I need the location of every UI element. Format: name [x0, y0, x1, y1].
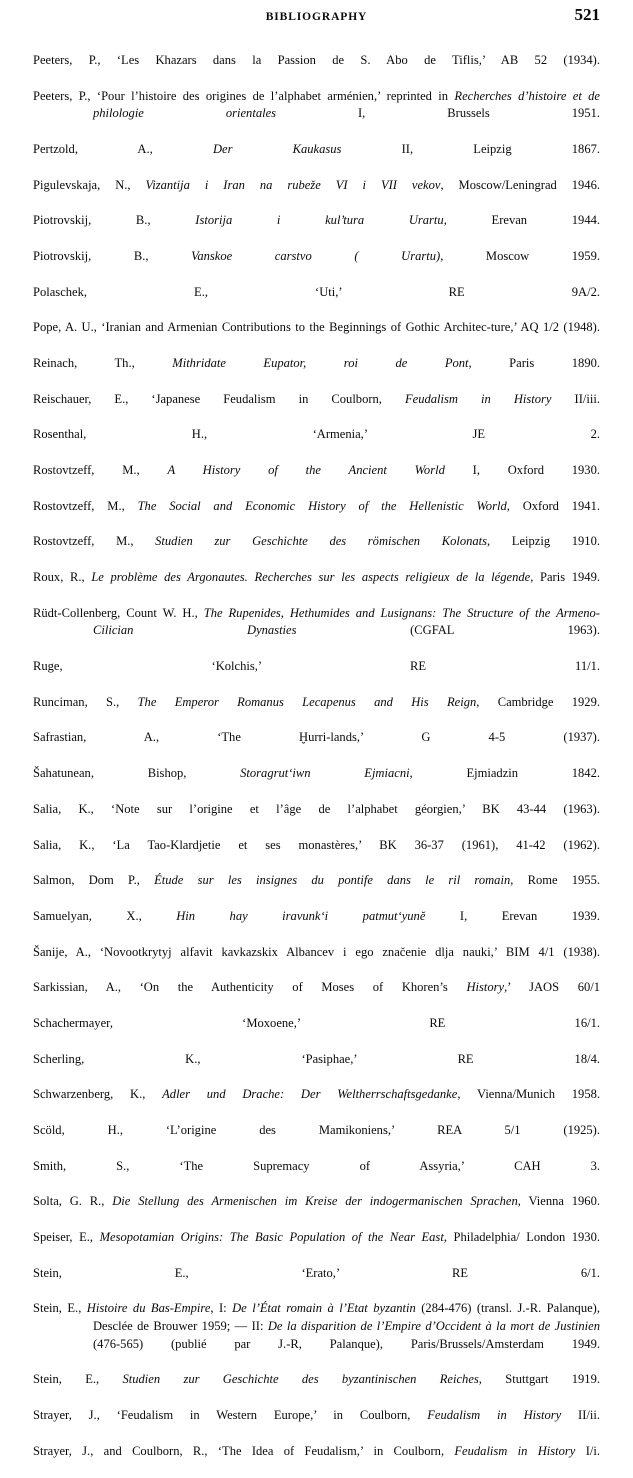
- bibliography-entry: [33, 837, 600, 872]
- bibliography-entry: [33, 801, 600, 836]
- bibliography-entry: [33, 605, 600, 658]
- entry-text: Scherling, K., ‘Pasiphae,’ RE 18/4.: [33, 1051, 600, 1066]
- entry-text: , Leipzig 1910.: [487, 534, 600, 549]
- bibliography-entry: [33, 658, 600, 693]
- entry-text: Roux, R.,: [33, 570, 92, 585]
- bibliography-entry: [33, 1229, 600, 1264]
- bibliography-entry: [33, 1015, 600, 1050]
- entry-title-italic: Storagrutʻiwn Ejmiacni: [240, 766, 410, 781]
- bibliography-entry: [33, 462, 600, 497]
- entry-text: Pigulevskaja, N.,: [33, 177, 146, 192]
- entry-text: , Moscow 1959.: [440, 248, 600, 263]
- bibliography-entry: [33, 1443, 600, 1478]
- entry-text: II, Leipzig 1867.: [341, 141, 601, 156]
- bibliography-entry: [33, 212, 600, 247]
- entry-text: Peeters, P., ‘Pour l’histoire des origines de l’alphabet arménien,’ reprinted in: [33, 88, 455, 103]
- entry-title-italic: The Emperor Romanus Lecapenus and His Reign: [137, 694, 477, 709]
- entry-text: Piotrovskij, B.,: [33, 248, 192, 263]
- entry-title-italic: Die Stellung des Armenischen im Kreise der indogermanischen Sprachen: [112, 1194, 518, 1209]
- bibliography-entry: [33, 729, 600, 764]
- entry-text: , Oxford 1941.: [506, 498, 600, 513]
- entry-text: Solta, G. R.,: [33, 1194, 113, 1209]
- bibliography-entry: [33, 533, 600, 568]
- entry-text: Scöld, H., ‘L’origine des Mamikoniens,’ REA 5/1 (1925).: [33, 1123, 600, 1138]
- bibliography-entry: [33, 248, 600, 283]
- bibliography-entry: [33, 88, 600, 141]
- entry-title-italic: Feudalism in History: [427, 1407, 562, 1422]
- entry-text: II/ii.: [561, 1407, 600, 1422]
- entry-text: (476-565) (publié par J.-R, Palanque), Paris/Brussels/Amsterdam 1949.: [93, 1336, 600, 1351]
- entry-text: Pope, A. U., ‘Iranian and Armenian Contributions to the Beginnings of Gothic Architec-ture,’ AQ 1/2 (1948).: [33, 320, 600, 335]
- entry-title-italic: Studien zur Geschichte des byzantinischen Reiches: [122, 1372, 479, 1387]
- entry-text: II/iii.: [551, 391, 600, 406]
- entry-text: , Ejmiadzin 1842.: [409, 766, 600, 781]
- entry-text: , Cambridge 1929.: [476, 694, 600, 709]
- bibliography-entry: [33, 765, 600, 800]
- entry-text: Sarkissian, A., ‘On the Authenticity of Moses of Khoren’s: [33, 980, 467, 995]
- entry-text: , Stuttgart 1919.: [478, 1372, 600, 1387]
- entry-text: Smith, S., ‘The Supremacy of Assyria,’ CAH 3.: [33, 1158, 600, 1173]
- entry-text: Rostovtzeff, M.,: [33, 498, 138, 513]
- running-head: [33, 0, 600, 40]
- entry-text: Strayer, J., ‘Feudalism in Western Europe,’ in Coulborn,: [33, 1407, 428, 1422]
- bibliography-entry: [33, 177, 600, 212]
- entry-text: , Erevan 1944.: [443, 213, 600, 228]
- entry-text: Rosenthal, H., ‘Armenia,’ JE 2.: [33, 427, 600, 442]
- entry-text: ,’ JAOS 60/1: [504, 980, 600, 995]
- entry-text: Rostovtzeff, M.,: [33, 534, 156, 549]
- entry-title-italic: Mesopotamian Origins: The Basic Population of the Near East: [99, 1230, 444, 1245]
- bibliography-entry: [33, 694, 600, 729]
- entry-title-italic: Studien zur Geschichte des römischen Kolonats: [155, 534, 488, 549]
- entry-text: , Paris 1949.: [530, 570, 600, 585]
- entry-text: Rostovtzeff, M.,: [33, 463, 168, 478]
- entry-text: I, Brussels 1951.: [276, 106, 600, 121]
- entry-title-italic: De la disparition de l’Empire d’Occident à la mort de Justinien: [267, 1319, 600, 1334]
- entry-title-italic: Istorija i kul’tura Urartu: [195, 213, 444, 228]
- entry-title-italic: History: [466, 980, 505, 995]
- bibliography-entry: [33, 569, 600, 604]
- entry-title-italic: Feudalism in History: [454, 1443, 576, 1458]
- entry-text: Schachermayer, ‘Moxoene,’ RE 16/1.: [33, 1015, 600, 1030]
- entry-text: , Vienna/Munich 1958.: [457, 1087, 601, 1102]
- entry-text: I/i.: [575, 1443, 600, 1458]
- entry-text: I, Erevan 1939.: [425, 908, 600, 923]
- bibliography-entry: [33, 284, 600, 319]
- entry-text: Stein, E.,: [33, 1372, 123, 1387]
- bibliography-entry: [33, 1122, 600, 1157]
- entry-text: Safrastian, A., ‘The Ḫurri-lands,’ G 4-5 (1937).: [33, 730, 600, 745]
- bibliography-entry: [33, 979, 600, 1014]
- entry-title-italic: Vizantija i Iran na rubeže VI i VII vekov: [145, 177, 441, 192]
- entry-text: (CGFAL 1963).: [296, 623, 600, 638]
- entry-text: , I:: [210, 1301, 233, 1316]
- entry-title-italic: Mithridate Eupator, roi de Pont: [172, 356, 469, 371]
- bibliography-entry: [33, 872, 600, 907]
- entry-title-italic: Hin hay iravunkʻi patmutʻyunĕ: [176, 908, 426, 923]
- bibliography-entry: [33, 141, 600, 176]
- entry-text: Šanije, A., ‘Novootkrytyj alfavit kavkazskix Albancev i ego značenie dlja nauki,’ BIM 4/1 (1938).: [33, 944, 600, 959]
- entry-text: Runciman, S.,: [33, 694, 138, 709]
- bibliography-entry: [33, 426, 600, 461]
- entry-text: Stein, E.,: [33, 1301, 87, 1316]
- entry-title-italic: Le problème des Argonautes. Recherches sur les aspects religieux de la légende: [91, 570, 531, 585]
- bibliography-entry: [33, 1407, 600, 1442]
- bibliography-entry: [33, 1265, 600, 1300]
- entry-text: Peeters, P., ‘Les Khazars dans la Passion de S. Abo de Tiflis,’ AB 52 (1934).: [33, 53, 600, 67]
- bibliography-entry: [33, 1158, 600, 1193]
- bibliography-entry: [33, 1371, 600, 1406]
- bibliography-entry: [33, 1086, 600, 1121]
- entry-text: Salia, K., ‘Note sur l’origine et l’âge de l’alphabet géorgien,’ BK 43-44 (1963).: [33, 801, 600, 816]
- entry-text: , Paris 1890.: [468, 356, 600, 371]
- entry-text: , Vienna 1960.: [517, 1194, 600, 1209]
- entry-title-italic: Vanskoe carstvo ( Urartu): [191, 248, 441, 263]
- entry-text: Piotrovskij, B.,: [33, 213, 196, 228]
- bibliography-entry: [33, 391, 600, 426]
- entry-title-italic: Adler und Drache: Der Weltherrschaftsgedanke: [162, 1087, 458, 1102]
- entry-text: Reischauer, E., ‘Japanese Feudalism in Coulborn,: [33, 391, 405, 406]
- bibliography-entry: [33, 52, 600, 87]
- bibliography-entry: [33, 908, 600, 943]
- entry-title-italic: Der Kaukasus: [212, 141, 342, 156]
- entry-title-italic: The Rupenides, Hethumides and Lusignans: The Structure of the Armeno-Cilician Dynasties: [93, 605, 600, 638]
- bibliography-entry: [33, 944, 600, 979]
- entry-text: Šahatunean, Bishop,: [33, 766, 241, 781]
- entry-text: , Moscow/Leningrad 1946.: [440, 177, 600, 192]
- entry-text: Salia, K., ‘La Tao-Klardjetie et ses monastères,’ BK 36-37 (1961), 41-42 (1962).: [33, 837, 600, 852]
- entry-title-italic: A History of the Ancient World: [167, 463, 445, 478]
- page-number: 521: [574, 5, 600, 24]
- bibliography-entry: [33, 355, 600, 390]
- bibliography-entry: [33, 1300, 600, 1370]
- entry-title-italic: Histoire du Bas-Empire: [86, 1301, 211, 1316]
- entry-text: Reinach, Th.,: [33, 356, 173, 371]
- entry-text: Polaschek, E., ‘Uti,’ RE 9A/2.: [33, 284, 600, 299]
- entry-text: Ruge, ‘Kolchis,’ RE 11/1.: [33, 659, 600, 674]
- entry-text: Rüdt-Collenberg, Count W. H.,: [33, 605, 204, 620]
- bibliography-entry: [33, 1051, 600, 1086]
- entry-title-italic: Recherches d’histoire et de philologie orientales: [93, 88, 600, 121]
- entry-text: Salmon, Dom P.,: [33, 873, 155, 888]
- bibliography-entry-list: [33, 40, 600, 1478]
- entry-text: Schwarzenberg, K.,: [33, 1087, 163, 1102]
- entry-title-italic: Feudalism in History: [405, 391, 552, 406]
- entry-title-italic: The Social and Economic History of the Hellenistic World: [137, 498, 507, 513]
- entry-text: , Rome 1955.: [510, 873, 600, 888]
- bibliography-entry: [33, 498, 600, 533]
- entry-text: (284-476) (transl. J.-R. Palanque), Desclée de Brouwer 1959; — II:: [93, 1301, 600, 1334]
- entry-text: Stein, E., ‘Erato,’ RE 6/1.: [33, 1265, 600, 1280]
- entry-text: I, Oxford 1930.: [444, 463, 600, 478]
- page-title: BIBLIOGRAPHY: [265, 11, 368, 23]
- entry-title-italic: De l’État romain à l’Etat byzantin: [232, 1301, 416, 1316]
- entry-title-italic: Étude sur les insignes du pontife dans le ril romain: [154, 873, 511, 888]
- bibliography-entry: [33, 1193, 600, 1228]
- entry-text: Strayer, J., and Coulborn, R., ‘The Idea of Feudalism,’ in Coulborn,: [33, 1443, 455, 1458]
- entry-text: , Philadelphia/ London 1930.: [443, 1230, 600, 1245]
- bibliography-entry: [33, 319, 600, 354]
- entry-text: Samuelyan, X.,: [33, 908, 177, 923]
- entry-text: Pertzold, A.,: [33, 141, 213, 156]
- entry-text: Speiser, E.,: [33, 1230, 100, 1245]
